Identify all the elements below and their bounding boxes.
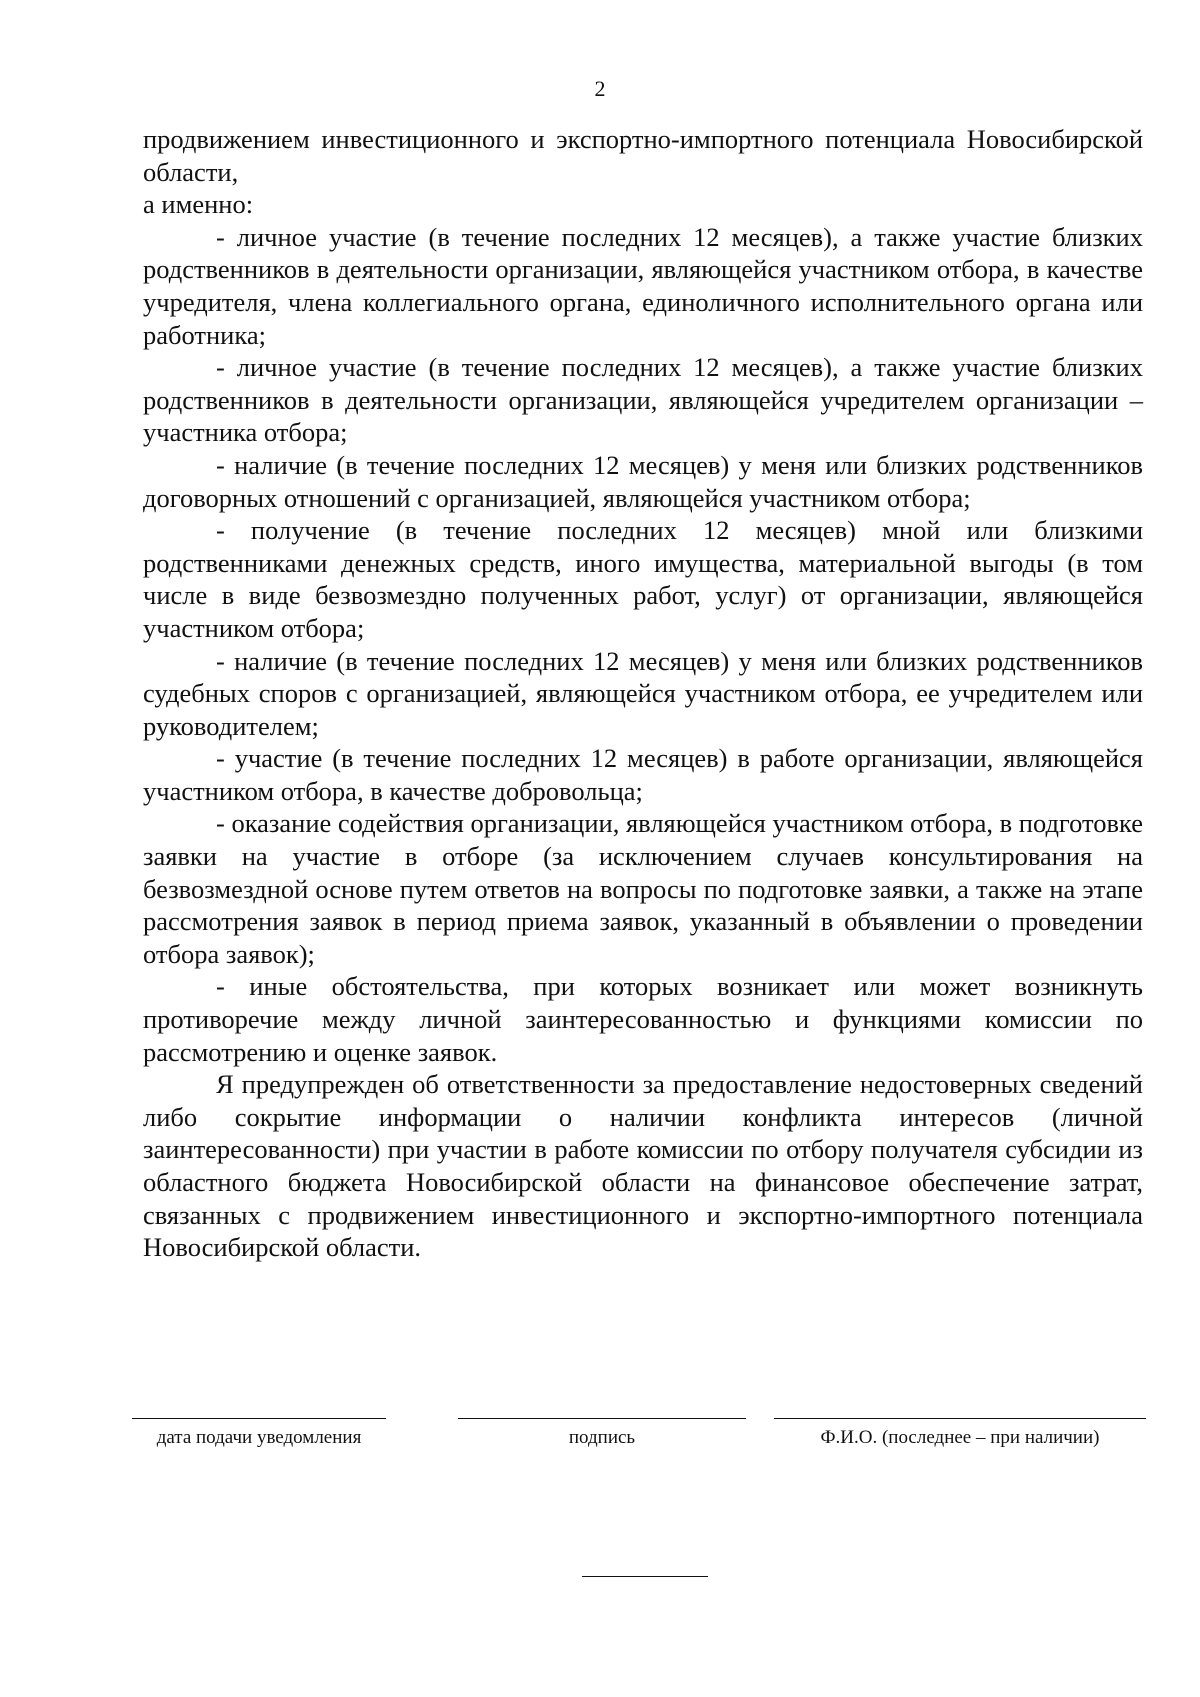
list-item-volunteering: - участие (в течение последних 12 месяцев) в работе организации, являющейся участником отбора, в качестве добровольца;	[143, 743, 1143, 806]
date-line	[132, 1418, 386, 1419]
paragraph-continuation: продвижением инвестиционного и экспортно-импортного потенциала Новосибирской области,	[143, 124, 1143, 187]
list-item-founder-participation: - личное участие (в течение последних 12 месяцев), а также участие близких родственников в деятельности организации, являющейся учредителем организации – участника отбора;	[143, 352, 1143, 448]
end-of-document-rule	[582, 1576, 708, 1577]
date-field	[132, 1418, 386, 1449]
list-item-other-circumstances: - иные обстоятельства, при которых возникает или может возникнуть противоречие между личной заинтересованностью и функциями комиссии по рассмотрению и оценке заявок.	[143, 971, 1143, 1067]
date-caption: дата подачи уведомления	[156, 1427, 362, 1448]
list-item-personal-participation: - личное участие (в течение последних 12 месяцев), а также участие близких родственников в деятельности организации, являющейся участником отбора, в качестве учредителя, члена коллегиального органа, единоличного исполнительного органа или работника;	[143, 221, 1143, 350]
list-item-legal-disputes: - наличие (в течение последних 12 месяцев) у меня или близких родственников судебных споров с организацией, являющейся участником отбора, ее учредителем или руководителем;	[143, 645, 1143, 741]
paragraph-namely: а именно:	[143, 189, 254, 220]
signature-field	[458, 1418, 746, 1449]
paragraph-liability-warning: Я предупрежден об ответственности за предоставление недостоверных сведений либо сокрытие информации о наличии конфликта интересов (личной заинтересованности) при участии в работе комиссии по отбору получателя субсидии из областного бюджета Новосибирской области на финансовое обеспечение затрат, связанных с продвижением инвестиционного и экспортно-импортного потенциала Новосибирской области.	[143, 1069, 1143, 1263]
signature-caption: подпись	[568, 1427, 636, 1448]
name-line	[774, 1418, 1146, 1419]
signature-block	[0, 1418, 1200, 1468]
signature-line	[458, 1418, 746, 1419]
list-item-receipt-of-funds: - получение (в течение последних 12 месяцев) мной или близкими родственниками денежных средств, иного имущества, материальной выгоды (в том числе в виде безвозмездно полученных работ, услуг) от организации, являющейся участником отбора;	[143, 515, 1143, 643]
page-number: 2	[594, 76, 606, 101]
name-caption: Ф.И.О. (последнее – при наличии)	[820, 1427, 1100, 1448]
document-body	[143, 123, 1143, 1264]
list-item-contractual-relations: - наличие (в течение последних 12 месяцев) у меня или близких родственников договорных отношений с организацией, являющейся участником отбора;	[143, 449, 1143, 513]
name-field	[774, 1418, 1146, 1449]
list-item-application-assistance: - оказание содействия организации, являющейся участником отбора, в подготовке заявки на участие в отборе (за исключением случаев консультирования на безвозмездной основе путем ответов на вопросы по подготовке заявки, а также на этапе рассмотрения заявок в период приема заявок, указанный в объявлении о проведении отбора заявок);	[143, 808, 1144, 969]
